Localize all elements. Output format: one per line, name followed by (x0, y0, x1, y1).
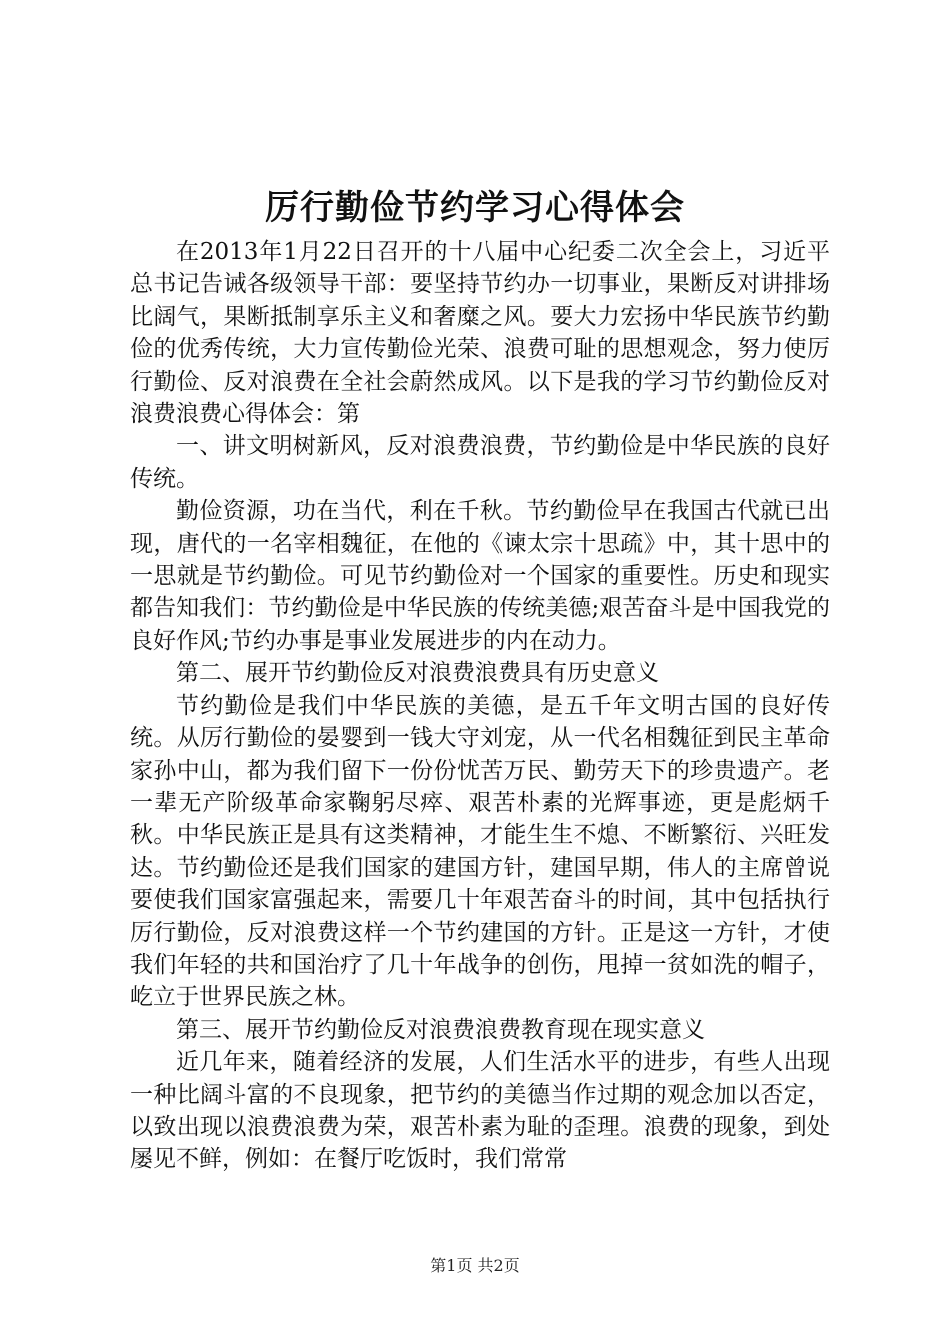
document-title: 厉行勤俭节约学习心得体会 (265, 188, 685, 228)
paragraph-heading-3: 第三、展开节约勤俭反对浪费浪费教育现在现实意义 (176, 1016, 705, 1043)
paragraph-heading-2: 第二、展开节约勤俭反对浪费浪费具有历史意义 (176, 660, 659, 687)
paragraph-body-1: 勤俭资源，功在当代，利在千秋。节约勤俭早在我国古代就已出现，唐代的一名宰相魏征，在他的《谏太宗十思疏》中，其十思中的一思就是节约勤俭。可见节约勤俭对一个国家的重要性。历史和现实都告知我们：节约勤俭是中华民族的传统美德;艰苦奋斗是中国我党的良好作风;节约办事是事业发展进步的内在动力。 (130, 498, 830, 654)
paragraph-heading-1: 一、讲文明树新风，反对浪费浪费，节约勤俭是中华民族的良好传统。 (130, 433, 830, 492)
paragraph-intro: 在2013年1月22日召开的十八届中心纪委二次全会上，习近平总书记告诫各级领导干部：要坚持节约办一切事业，果断反对讲排场比阔气，果断抵制享乐主义和奢糜之风。要大力宏扬中华民族节约勤俭的优秀传统，大力宣传勤俭光荣、浪费可耻的思想观念，努力使厉行勤俭、反对浪费在全社会蔚然成风。以下是我的学习节约勤俭反对浪费浪费心得体会：第 (130, 239, 830, 428)
page-footer: 第1页 共2页 (430, 1256, 520, 1275)
paragraph-body-2: 节约勤俭是我们中华民族的美德，是五千年文明古国的良好传统。从厉行勤俭的晏婴到一钱大守刘宠，从一代名相魏征到民主革命家孙中山，都为我们留下一份份忧苦万民、勤劳天下的珍贵遗产。老一辈无产阶级革命家鞠躬尽瘁、艰苦朴素的光辉事迹，更是彪炳千秋。中华民族正是具有这类精神，才能生生不熄、不断繁衍、兴旺发达。节约勤俭还是我们国家的建国方针，建国早期，伟人的主席曾说要使我们国家富强起来，需要几十年艰苦奋斗的时间，其中包括执行厉行勤俭，反对浪费这样一个节约建国的方针。正是这一方针，才使我们年轻的共和国治疗了几十年战争的创伤，甩掉一贫如洗的帽子，屹立于世界民族之林。 (130, 692, 830, 1011)
document-body (130, 236, 830, 1176)
paragraph-body-3: 近几年来，随着经济的发展，人们生活水平的进步，有些人出现一种比阔斗富的不良现象，把节约的美德当作过期的观念加以否定，以致出现以浪费浪费为荣，艰苦朴素为耻的歪理。浪费的现象，到处屡见不鲜，例如：在餐厅吃饭时，我们常常 (130, 1049, 830, 1173)
